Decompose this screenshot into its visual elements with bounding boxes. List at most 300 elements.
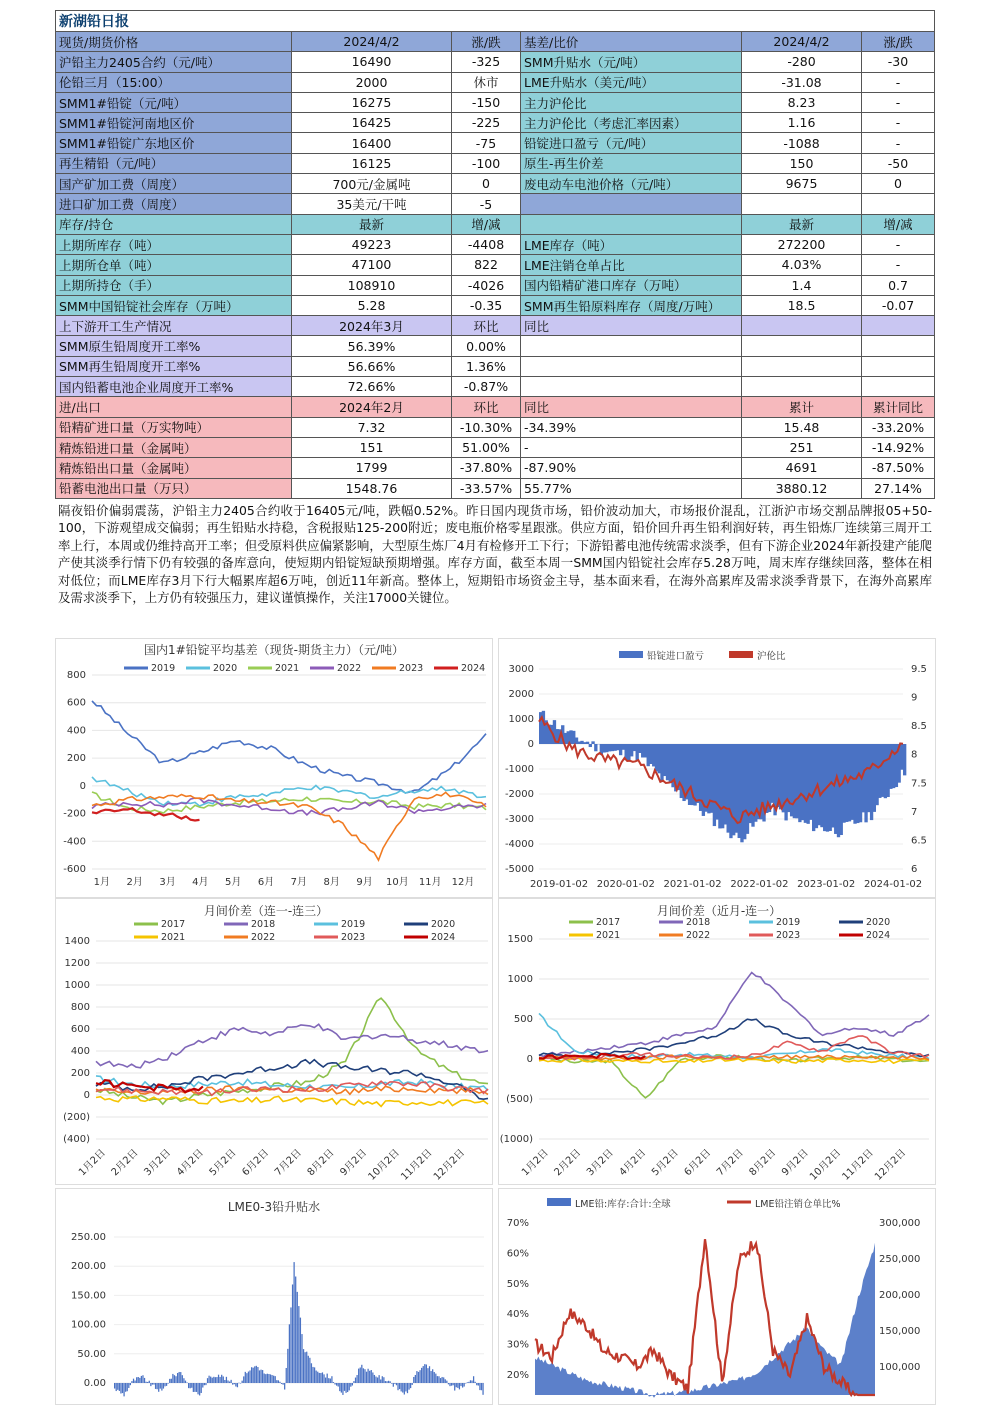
bar: [117, 1383, 118, 1390]
table-header-row: [56, 32, 935, 52]
bar: [342, 1383, 343, 1395]
cell: 同比: [521, 397, 742, 417]
cell: -: [862, 234, 935, 254]
x-tick-label: 2月2日: [552, 1147, 584, 1179]
bar: [467, 1382, 468, 1383]
x-tick-label: 1月: [94, 876, 110, 888]
bar: [116, 1383, 117, 1391]
bar: [372, 1372, 373, 1383]
bar: [481, 1383, 482, 1390]
bar: [212, 1378, 213, 1383]
bar: [256, 1366, 257, 1383]
bar: [278, 1380, 279, 1383]
bar: [438, 1376, 439, 1383]
x-tick-label: 9月: [356, 876, 372, 888]
bar: [254, 1366, 255, 1383]
bar: [226, 1377, 227, 1383]
x-tick-label: 7月2日: [714, 1147, 746, 1179]
bar: [128, 1383, 129, 1388]
bar: [185, 1381, 186, 1383]
cell: 国内铅蓄电池企业周度开工率%: [56, 377, 292, 397]
bar: [249, 1370, 250, 1383]
bar: [201, 1383, 202, 1393]
bar: [319, 1373, 320, 1383]
legend-label: 2019: [776, 917, 800, 928]
bar: [419, 1370, 420, 1383]
cell: [862, 194, 935, 214]
bar: [218, 1375, 219, 1383]
bar: [421, 1368, 422, 1383]
y-tick-label: 0.00: [84, 1378, 106, 1389]
cell: 现货/期货价格: [56, 32, 292, 52]
cell: -0.35: [452, 295, 521, 315]
bar: [199, 1383, 200, 1395]
series-line-2021: [96, 1096, 488, 1106]
cell: [862, 336, 935, 356]
cell: 35美元/干吨: [292, 194, 452, 214]
bar: [271, 1375, 272, 1383]
y2-tick-label: 8: [911, 750, 917, 761]
bar: [174, 1375, 175, 1383]
y2-tick-label: 7: [911, 807, 917, 818]
bar: [482, 1383, 483, 1395]
x-tick-label: 2022-01-02: [730, 879, 788, 890]
bar: [223, 1376, 224, 1383]
bar: [298, 1306, 299, 1383]
y2-tick-label: 300,000: [879, 1218, 920, 1229]
basis-chart: [56, 639, 492, 897]
cell: 增/减: [862, 214, 935, 234]
cell: 49223: [292, 234, 452, 254]
bar: [407, 1383, 408, 1393]
table-header-row: [56, 397, 935, 417]
y2-tick-label: 250,000: [879, 1254, 920, 1265]
cell: SMM中国铅锭社会库存（万吨）: [56, 295, 292, 315]
y-tick-label: -200: [63, 809, 86, 820]
cell: 涨/跌: [452, 32, 521, 52]
cell: 27.14%: [862, 478, 935, 498]
cell: SMM再生铅原料库存（周度/万吨）: [521, 295, 742, 315]
x-tick-label: 9月2日: [779, 1147, 811, 1179]
y-tick-label: (200): [63, 1112, 90, 1123]
bar: [205, 1383, 206, 1385]
cell: -10.30%: [452, 417, 521, 437]
bar: [221, 1375, 222, 1383]
bar: [276, 1380, 277, 1383]
bar: [229, 1382, 230, 1383]
bar: [125, 1383, 126, 1392]
y-tick-label: -3000: [505, 814, 534, 825]
bar: [292, 1284, 293, 1383]
bar: [210, 1377, 211, 1383]
bar: [391, 1383, 392, 1384]
cell: 铅蓄电池出口量（万只）: [56, 478, 292, 498]
bar: [338, 1383, 339, 1387]
bar: [260, 1370, 261, 1383]
bar: [416, 1371, 417, 1383]
y-tick-label: 600: [71, 1024, 90, 1035]
cell: -4026: [452, 275, 521, 295]
x-tick-label: 11月: [419, 876, 442, 888]
lme-spread-chart: [56, 1189, 492, 1404]
bar: [149, 1381, 150, 1383]
cell: -50: [862, 153, 935, 173]
bar: [379, 1375, 380, 1383]
bar: [309, 1358, 310, 1383]
cell: -33.57%: [452, 478, 521, 498]
cell: SMM再生铅周度开工率%: [56, 356, 292, 376]
x-tick-label: 8月2日: [747, 1147, 779, 1179]
cell: 基差/比价: [521, 32, 742, 52]
bar: [356, 1375, 357, 1383]
cell: 环比: [452, 397, 521, 417]
bar: [352, 1383, 353, 1385]
x-tick-label: 6月2日: [240, 1147, 272, 1179]
bar: [308, 1356, 309, 1383]
cell: 8.23: [742, 92, 862, 112]
x-tick-label: 5月2日: [649, 1147, 681, 1179]
bar: [237, 1383, 238, 1387]
y-tick-label: 200: [71, 1068, 90, 1079]
y-tick-label: -1000: [505, 764, 534, 775]
cell: 2024/4/2: [742, 32, 862, 52]
bar: [248, 1372, 249, 1383]
series-line-2020: [539, 1019, 929, 1057]
table-header-row: [56, 214, 935, 234]
bar: [155, 1383, 156, 1389]
legend-label: 2023: [399, 663, 423, 674]
bar: [347, 1383, 348, 1392]
bar: [393, 1383, 394, 1387]
bar: [197, 1383, 198, 1394]
bar: [448, 1383, 449, 1384]
legend-label: 2021: [596, 930, 620, 941]
bar: [253, 1368, 254, 1383]
y-tick-label: 40%: [507, 1309, 529, 1320]
y-tick-label: 30%: [507, 1340, 529, 1351]
bar: [268, 1374, 269, 1383]
bar: [476, 1383, 477, 1385]
cell: 700元/金属吨: [292, 174, 452, 194]
bar: [234, 1383, 235, 1384]
bar: [375, 1377, 376, 1383]
cell: 55.77%: [521, 478, 742, 498]
cell: 进/出口: [56, 397, 292, 417]
legend-label: 铅锭进口盈亏: [647, 650, 705, 662]
cell: 国内铅精矿港口库存（万吨）: [521, 275, 742, 295]
bar: [440, 1378, 441, 1383]
bar: [454, 1383, 455, 1391]
bar: [399, 1383, 400, 1389]
area-bar: [594, 744, 597, 751]
bar: [446, 1381, 447, 1383]
cell: [521, 336, 742, 356]
y-tick-label: (500): [506, 1094, 533, 1105]
x-tick-label: 1月2日: [76, 1147, 108, 1179]
cell: 2024年2月: [292, 397, 452, 417]
x-tick-label: 4月2日: [174, 1147, 206, 1179]
bar: [457, 1383, 458, 1388]
bar: [413, 1377, 414, 1383]
bar: [188, 1383, 189, 1388]
table-row: [56, 275, 935, 295]
spread-near-chart: [499, 899, 935, 1184]
bar: [441, 1377, 442, 1383]
bar: [320, 1373, 321, 1383]
bar: [180, 1372, 181, 1383]
bar: [339, 1383, 340, 1391]
cell: 环比: [452, 316, 521, 336]
x-tick-label: 4月: [192, 876, 208, 888]
series-line-LME铅注销仓单比%: [535, 1239, 875, 1395]
cell: [521, 356, 742, 376]
x-tick-label: 12月2日: [872, 1147, 908, 1183]
bar: [300, 1318, 301, 1383]
legend-label: 2017: [596, 917, 620, 928]
cell: -0.87%: [452, 377, 521, 397]
x-tick-label: 2023-01-02: [797, 879, 855, 890]
bar: [462, 1383, 463, 1388]
bar: [429, 1366, 430, 1383]
cell: 1548.76: [292, 478, 452, 498]
bar: [465, 1383, 466, 1384]
table-row: [56, 478, 935, 498]
cell: 国产矿加工费（周度）: [56, 174, 292, 194]
y2-tick-label: 9.5: [911, 664, 927, 675]
cell: -225: [452, 113, 521, 133]
bar: [471, 1381, 472, 1383]
y-tick-label: 1500: [508, 934, 533, 945]
table-row: [56, 336, 935, 356]
bar: [451, 1383, 452, 1386]
legend-label: 2018: [686, 917, 710, 928]
bar: [286, 1368, 287, 1383]
cell: 15.48: [742, 417, 862, 437]
x-tick-label: 4月2日: [617, 1147, 649, 1179]
cell: -14.92%: [862, 437, 935, 457]
bar: [358, 1369, 359, 1383]
legend-swatch: [619, 651, 643, 658]
legend-label: 2024: [461, 663, 485, 674]
bar: [134, 1381, 135, 1383]
cell: 1.16: [742, 113, 862, 133]
cell: 150: [742, 153, 862, 173]
table-row: [56, 377, 935, 397]
bar: [213, 1377, 214, 1383]
bar: [215, 1377, 216, 1383]
bar: [388, 1381, 389, 1383]
cell: -280: [742, 52, 862, 72]
cell: SMM1#铅锭（元/吨）: [56, 92, 292, 112]
bar: [138, 1377, 139, 1383]
bar: [163, 1383, 164, 1389]
cell: 4691: [742, 458, 862, 478]
bar: [169, 1379, 170, 1383]
bar: [246, 1373, 247, 1383]
x-tick-label: 8月2日: [305, 1147, 337, 1179]
y-tick-label: 600: [67, 698, 86, 709]
y-tick-label: 0: [84, 1090, 90, 1101]
bar: [437, 1376, 438, 1383]
x-tick-label: 2月2日: [109, 1147, 141, 1179]
cell: -: [862, 72, 935, 92]
cell: -37.80%: [452, 458, 521, 478]
legend-swatch: [547, 1198, 571, 1206]
bar: [361, 1365, 362, 1383]
table-row: [56, 255, 935, 275]
table-row: [56, 52, 935, 72]
cell: 铅锭进口盈亏（元/吨）: [521, 133, 742, 153]
bar: [473, 1376, 474, 1383]
y-tick-label: 1000: [509, 714, 534, 725]
cell: LME注销仓单占比: [521, 255, 742, 275]
bar: [405, 1383, 406, 1391]
x-tick-label: 9月2日: [338, 1147, 370, 1179]
bar: [171, 1379, 172, 1383]
y-tick-label: (400): [63, 1134, 90, 1145]
bar: [164, 1383, 165, 1386]
cell: 最新: [292, 214, 452, 234]
bar: [257, 1367, 258, 1383]
summary-text: 隔夜铅价偏弱震荡，沪铅主力2405合约收于16405元/吨，跌幅0.52%。昨日国内现货市场，铅价波动加大，市场报价混乱，江浙沪市场交割品牌报05+50-100，下游观望成交偏弱；再生铅贴水持稳，含税报贴125-200附近；废电瓶价格零星跟涨。供应方面，铅价回升再生铅利润好转，再生铅炼厂连续第三周开工率上行，本周或仍维持高开工率；但受原料供应偏紧影响，大型原生炼厂4月有检修开工下行；下游铅蓄电池传统需求淡季，但有下游企业2024年新投建产能爬产使其淡季行情下仍有较强的备库意向，使短期内铅锭短缺预期增强。库存方面，截至本周一SMM国内铅锭社会库存5.28万吨，周末库存继续回落，整体在相对低位；而LME库存3月下行大幅累库超6万吨，创近11年新高。整体上，短期铅市场资金主导，基本面来看，在海外高累库及需求淡季背景下，在海外高累库及需求淡季下，上方仍有较强压力，建议谨慎操作，关注17000关键位。: [58, 502, 932, 606]
x-tick-label: 10月2日: [807, 1147, 843, 1183]
bar: [262, 1370, 263, 1383]
bar: [242, 1381, 243, 1383]
bar: [322, 1372, 323, 1383]
bar: [418, 1372, 419, 1383]
bar: [371, 1370, 372, 1383]
table-row: [56, 417, 935, 437]
cell: -: [862, 133, 935, 153]
bar: [380, 1379, 381, 1383]
y-tick-label: 800: [71, 1002, 90, 1013]
bar: [204, 1383, 205, 1385]
cell: 最新: [742, 214, 862, 234]
cell: 16425: [292, 113, 452, 133]
x-tick-label: 2019-01-02: [530, 879, 588, 890]
bar: [475, 1382, 476, 1383]
bar: [430, 1371, 431, 1383]
y-tick-label: 50.00: [77, 1349, 106, 1360]
import-chart-panel: [498, 638, 936, 898]
bar: [445, 1379, 446, 1383]
cell: 铅精矿进口量（万实物吨）: [56, 417, 292, 437]
bar: [434, 1372, 435, 1383]
bar: [404, 1383, 405, 1395]
cell: [521, 214, 742, 234]
bar: [208, 1376, 209, 1383]
bar: [284, 1383, 285, 1390]
bar: [145, 1382, 146, 1383]
cell: [862, 356, 935, 376]
y-tick-label: 50%: [507, 1279, 529, 1290]
x-tick-label: 5月: [225, 876, 241, 888]
cell: SMM1#铅锭河南地区价: [56, 113, 292, 133]
x-tick-label: 10月2日: [366, 1147, 402, 1183]
bar: [435, 1374, 436, 1383]
bar: [282, 1383, 283, 1385]
cell: [742, 194, 862, 214]
bar: [427, 1368, 428, 1383]
bar: [183, 1378, 184, 1383]
table-row: [56, 133, 935, 153]
bar: [369, 1371, 370, 1383]
bar: [141, 1376, 142, 1383]
cell: 主力沪伦比（考虑汇率因素）: [521, 113, 742, 133]
cell: 16125: [292, 153, 452, 173]
cell: 251: [742, 437, 862, 457]
series-line-2019: [92, 701, 486, 793]
bar: [374, 1375, 375, 1383]
legend-label: 2021: [161, 932, 185, 943]
bar: [328, 1378, 329, 1383]
legend-label: 2020: [431, 919, 455, 930]
cell: 72.66%: [292, 377, 452, 397]
table-row: [56, 92, 935, 112]
area-bar: [903, 744, 906, 775]
cell: 18.5: [742, 295, 862, 315]
y2-tick-label: 8.5: [911, 721, 927, 732]
bar: [251, 1367, 252, 1383]
bar: [459, 1383, 460, 1389]
table-row: [56, 194, 935, 214]
bar: [139, 1378, 140, 1383]
legend-label: LME铅注销仓单比%: [755, 1198, 841, 1210]
bar: [238, 1383, 239, 1384]
bar: [264, 1373, 265, 1383]
import-profit-chart: [499, 639, 935, 897]
cell: 1799: [292, 458, 452, 478]
legend-label: 2017: [161, 919, 185, 930]
cell: [742, 377, 862, 397]
cell: -5: [452, 194, 521, 214]
x-tick-label: 6月2日: [682, 1147, 714, 1179]
bar: [120, 1383, 121, 1394]
x-tick-label: 7月: [291, 876, 307, 888]
bar: [166, 1383, 167, 1386]
x-tick-label: 2020-01-02: [597, 879, 655, 890]
x-tick-label: 10月: [386, 876, 409, 888]
cell: 上期所持仓（手）: [56, 275, 292, 295]
bar: [464, 1383, 465, 1387]
legend-label: LME铅:库存:合计:全球: [575, 1198, 671, 1210]
y-tick-label: 1000: [508, 974, 533, 985]
bar: [194, 1383, 195, 1392]
bar: [235, 1383, 236, 1386]
cell: 2024/4/2: [292, 32, 452, 52]
bar: [367, 1369, 368, 1383]
y-tick-label: 3000: [509, 664, 534, 675]
bar: [289, 1324, 290, 1383]
data-table: [55, 10, 935, 499]
table-row: [56, 234, 935, 254]
y-tick-label: -600: [63, 864, 86, 875]
cell: 4.03%: [742, 255, 862, 275]
y2-tick-label: 7.5: [911, 778, 927, 789]
cell: 9675: [742, 174, 862, 194]
cell: -75: [452, 133, 521, 153]
y2-tick-label: 9: [911, 693, 917, 704]
bar: [152, 1383, 153, 1385]
cell: LME升贴水（美元/吨）: [521, 72, 742, 92]
bar: [306, 1352, 307, 1383]
cell: 伦铅三月（15:00）: [56, 72, 292, 92]
x-tick-label: 3月: [159, 876, 175, 888]
bar: [386, 1381, 387, 1383]
cell: [862, 316, 935, 336]
cell: 休市: [452, 72, 521, 92]
bar: [119, 1383, 120, 1391]
